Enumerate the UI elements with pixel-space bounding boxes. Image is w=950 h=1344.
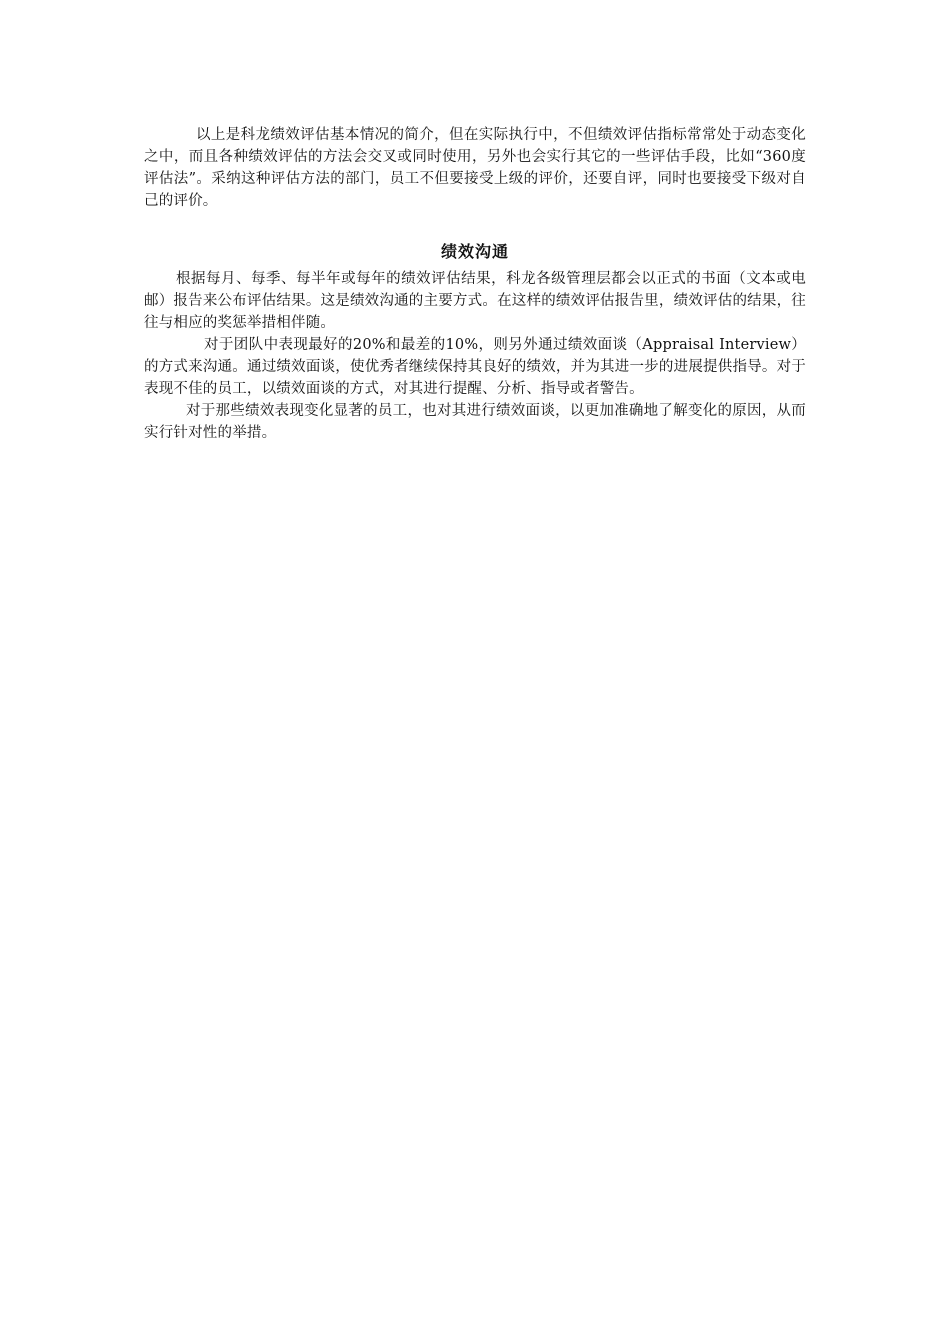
intro-paragraph: 以上是科龙绩效评估基本情况的简介，但在实际执行中，不但绩效评估指标常常处于动态变化之中，而且各种绩效评估的方法会交叉或同时使用，另外也会实行其它的一些评估手段，比如“360度评估法”。采纳这种评估方法的部门，员工不但要接受上级的评价，还要自评，同时也要接受下级对自己的评价。 xyxy=(144,127,806,209)
section-title: 绩效沟通 xyxy=(440,242,509,261)
paragraph-appraisal-interview: 对于团队中表现最好的20%和最差的10%，则另外通过绩效面谈（Appraisal Interview）的方式来沟通。通过绩效面谈，使优秀者继续保持其良好的绩效，并为其进一步的进展提供指导。对于表现不佳的员工，以绩效面谈的方式，对其进行提醒、分析、指导或者警告。 xyxy=(144,337,806,397)
document-body xyxy=(144,124,806,444)
paragraph-reporting: 根据每月、每季、每半年或每年的绩效评估结果，科龙各级管理层都会以正式的书面（文本或电邮）报告来公布评估结果。这是绩效沟通的主要方式。在这样的绩效评估报告里，绩效评估的结果，往往与相应的奖惩举措相伴随。 xyxy=(144,271,806,331)
paragraph-significant-change: 对于那些绩效表现变化显著的员工，也对其进行绩效面谈，以更加准确地了解变化的原因，从而实行针对性的举措。 xyxy=(144,403,806,441)
